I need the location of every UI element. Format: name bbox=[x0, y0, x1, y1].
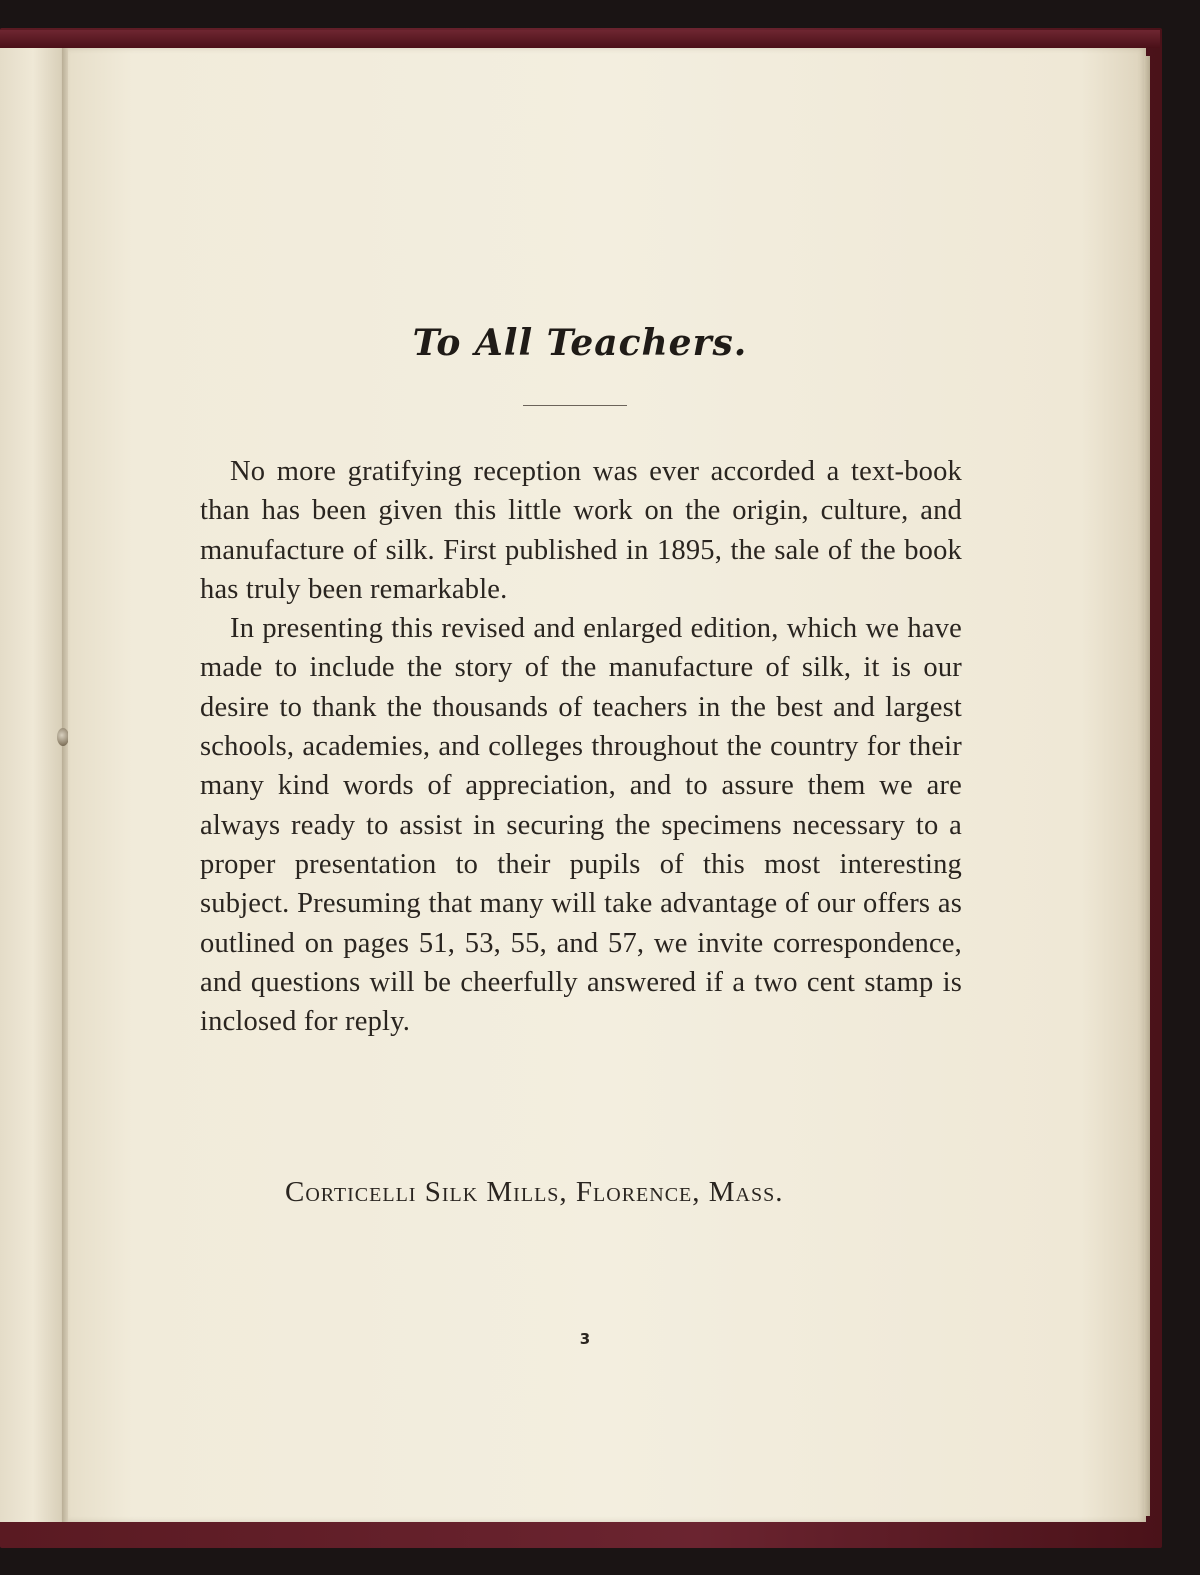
paragraph-2: In presenting this revised and enlarged edition, which we have made to include the story of the manufacture of silk, it is our desire to thank the thousands of teachers in the best and largest schools, academies, and colleges throughout the country for their many kind words of appreciation, and to assure them we are always ready to assist in securing the specimens necessary to a proper presentation to their pupils of this most interesting subject. Presuming that many will take advantage of our offers as outlined on pages 51, 53, 55, and 57, we invite correspondence, and questions will be cheerfully answered if a two cent stamp is inclosed for reply. bbox=[200, 613, 962, 1038]
paragraph-1: No more gratifying reception was ever accorded a text-book than has been given this little work on the origin, culture, and manufacture of silk. First published in 1895, the sale of the book has truly been remarkable. bbox=[200, 456, 962, 605]
page-number: 3 bbox=[579, 1330, 591, 1348]
page-edge bbox=[1144, 56, 1150, 1516]
book-cover-top-edge bbox=[0, 30, 1160, 48]
page-title: To All Teachers. bbox=[412, 322, 748, 364]
left-page bbox=[0, 48, 66, 1522]
signature: Corticelli Silk Mills, Florence, Mass. bbox=[285, 1176, 784, 1208]
body-text bbox=[200, 452, 962, 1041]
title-divider bbox=[523, 405, 627, 406]
